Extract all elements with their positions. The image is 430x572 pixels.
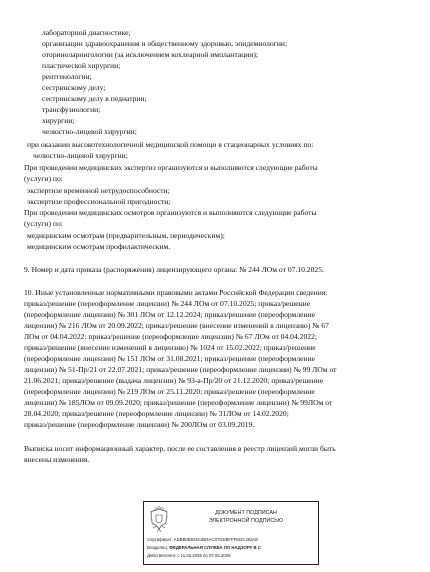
hightech-item: челюстно-лицевой хирургии; (33, 151, 128, 160)
list-item: лабораторной диагностике; (42, 28, 131, 37)
list-item: трансфузиологии; (42, 105, 101, 114)
e-signature-stamp (143, 501, 319, 565)
section-10-line: лицензии) № 51-Пр/21 от 22.07.2021; приказ/решение (переоформление лицензии) № 99 ЛОм от (24, 365, 337, 374)
section-10-line: приказ/решение (переоформление лицензии) № 200ЛОм от 03.09.2019. (24, 420, 255, 429)
list-item: хирургии; (42, 116, 75, 125)
exams-intro: (услуги) по: (24, 219, 63, 228)
expertise-item: экспертизе профессиональной пригодности; (27, 197, 171, 206)
list-item: рентгенологии; (42, 72, 92, 81)
note-line: Выписка носит информационный характер, после ее составления в реестр лицензий могли быть (24, 444, 336, 453)
section-10-line: лицензии) № 216 ЛОм от 20.09.2022; приказ/решение (внесение изменений в лицензию) № 67 (24, 321, 329, 330)
list-item: челюстно-лицевой хирургии; (42, 127, 137, 136)
section-10-line: ЛОм от 04.04.2022; приказ/решение (переоформление лицензии) № 67 ЛОм от 04.04.2022; (24, 332, 317, 341)
note-line: внесены изменения. (24, 455, 90, 464)
section-10-line: 10. Иные установленные нормативными правовыми актами Российской Федерации сведения: (24, 288, 328, 297)
section-9: 9. Номер и дата приказа (распоряжения) лицензирующего органа: № 244 ЛОм от 07.10.2025. (24, 265, 324, 274)
exams-item: медицинским осмотрам профилактическим. (27, 242, 171, 251)
stamp-owner: Владелец: ФЕДЕРАЛЬНАЯ СЛУЖБА ПО НАДЗОРУ В С (147, 545, 261, 550)
coat-of-arms-icon (147, 506, 171, 534)
section-10-line: лицензии) № 185ЛОм от 09.09.2020; приказ/решение (переоформление лицензии) № 99ЛОм от (24, 398, 333, 407)
section-10-line: приказ/решение (внесение изменений в лицензию) № 1024 от 15.02.2022; приказ/решение (24, 343, 316, 352)
list-item: сестринскому делу; (42, 83, 106, 92)
expertise-intro: (услуги) по: (24, 174, 63, 183)
section-10-line: (переоформление лицензии) № 219 ЛОм от 25.11.2020; приказ/решение (переоформление (24, 387, 315, 396)
list-item: оториноларингологии (за исключением кохлеарной имплантации); (42, 50, 258, 59)
exams-item: медицинским осмотрам (предварительным, периодическим); (27, 231, 225, 240)
section-10-line: приказ/решение (переоформление лицензии) № 244 ЛОм от 07.10.2025; приказ/решение (24, 299, 311, 308)
list-item: сестринскому делу в педиатрии; (42, 94, 147, 103)
section-10-line: 21.06.2021; приказ/решение (выдача лицензии) № 93-а-Пр/20 от 21.12.2020; приказ/решение (24, 376, 324, 385)
expertise-item: экспертизе временной нетрудоспособности; (27, 186, 170, 195)
hightech-intro: при оказании высокотехнологичной медицинской помощи в стационарных условиях по: (27, 140, 314, 149)
stamp-validity: Действителен: с 11.02.2025 по 07.05.2026 (147, 553, 231, 558)
list-item: пластической хирургии; (42, 61, 121, 70)
section-10-line: (переоформление лицензии) № 301 ЛОм от 12.12.2024; приказ/решение (переоформление (24, 310, 316, 319)
exams-intro: При проведении медицинских осмотров организуются и выполняются следующие работы (24, 208, 317, 217)
expertise-intro: При проведении медицинских экспертиз организуются и выполняются следующие работы (24, 163, 318, 172)
section-10-line: (переоформление лицензии) № 151 ЛОм от 31.08.2021; приказ/решение (переоформление (24, 354, 316, 363)
stamp-title: ДОКУМЕНТ ПОДПИСАН (215, 510, 277, 516)
stamp-subtitle: ЭЛЕКТРОННОЙ ПОДПИСЬЮ (208, 518, 284, 524)
list-item: организации здравоохранения и общественному здоровью, эпидемиологии; (42, 39, 288, 48)
stamp-certificate: Сертификат: ADBB0B925C5B4AC07DDBFFFEDC463AE (147, 537, 259, 542)
section-10-line: 28.04.2020; приказ/решение (переоформление лицензии) № 31ЛОм от 14.02.2020; (24, 409, 289, 418)
